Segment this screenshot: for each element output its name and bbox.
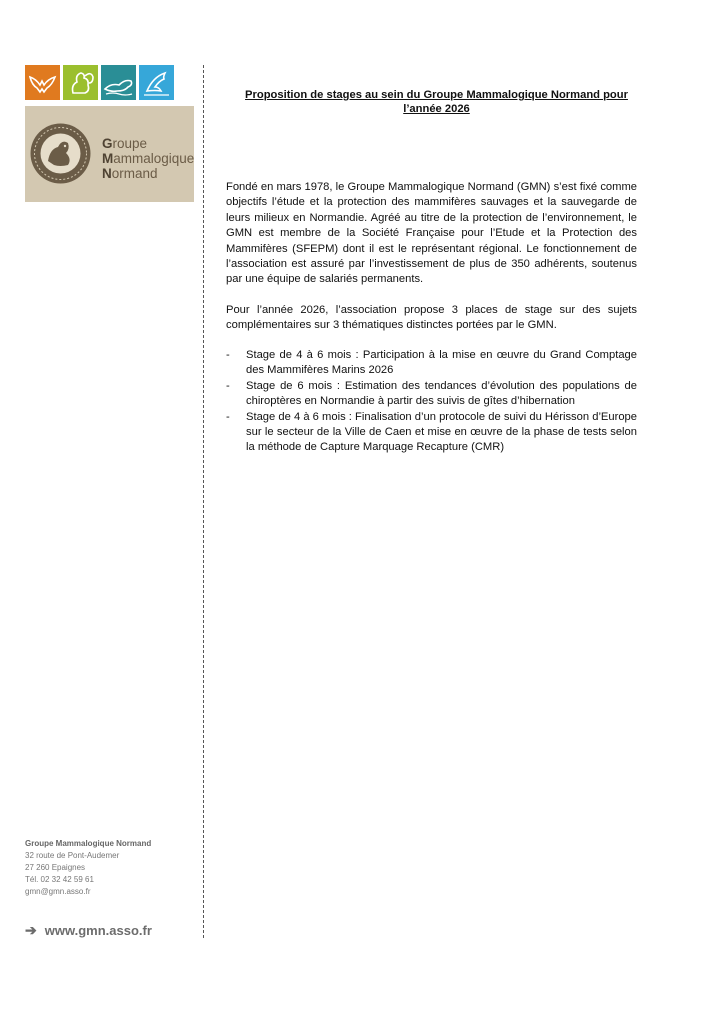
- list-dash: -: [226, 349, 230, 361]
- website-url[interactable]: www.gmn.asso.fr: [44, 923, 152, 938]
- bat-icon: [25, 65, 60, 100]
- logo-initial-m: M: [102, 151, 114, 166]
- letterhead-sidebar: [25, 65, 195, 181]
- internship-text: Stage de 6 mois : Estimation des tendances d’évolution des populations de chiroptères en Normandie à partir des suivis de gîtes d’hibernation: [246, 379, 637, 408]
- list-item: [226, 410, 637, 456]
- logo-initial-g: G: [102, 136, 113, 151]
- internship-text: Stage de 4 à 6 mois : Participation à la mise en œuvre du Grand Comptage des Mammifères Marins 2026: [246, 349, 637, 377]
- internship-text: Stage de 4 à 6 mois : Finalisation d’un protocole de suivi du Hérisson d’Europe sur le secteur de la Ville de Caen et mise en œuvre de la phase de tests selon la méthode de Capture Marquage Recapture (CMR): [246, 410, 637, 454]
- logo-line1-rest: roupe: [112, 136, 148, 151]
- list-item: [226, 379, 637, 410]
- logo-line-2: [102, 151, 194, 166]
- dolphin-icon: [139, 65, 174, 100]
- document-body: [226, 88, 637, 454]
- logo-wordmark: [102, 136, 194, 181]
- gmn-emblem-icon: [28, 121, 93, 186]
- list-dash: -: [226, 410, 230, 423]
- arrow-right-icon: ➔: [25, 922, 37, 938]
- document-title: Proposition de stages au sein du Groupe Mammalogique Normand pour l’année 2026: [245, 89, 628, 115]
- logo-line3-rest: ormand: [111, 166, 158, 181]
- logo-initial-n: N: [102, 166, 112, 181]
- contact-address-line2: 27 260 Epaignes: [25, 863, 86, 872]
- internship-list: [226, 348, 637, 456]
- list-item: [226, 348, 637, 379]
- contact-phone: Tél. 02 32 42 59 61: [25, 875, 94, 884]
- intro-paragraph: Fondé en mars 1978, le Groupe Mammalogique Normand (GMN) s’est fixé comme objectifs l’étude et la protection des mammifères sauvages et la sauvegarde de leurs milieux en Normandie. Agréé au titre de la protection de l’environnement, le GMN est membre de la Société Française pour l’Etude et la Protection des Mammifères (SFEPM) dont il est le représentant régional. Le fonctionnement de l’association est assuré par l’investissement de plus de 350 adhérents, soutenus par une équipe de salariés permanents.: [226, 181, 637, 286]
- website-link[interactable]: [25, 922, 152, 939]
- list-dash: -: [226, 379, 230, 392]
- gmn-logo: [25, 106, 194, 202]
- contact-org-name: Groupe Mammalogique Normand: [25, 839, 152, 848]
- squirrel-icon: [63, 65, 98, 100]
- seal-icon: [101, 65, 136, 100]
- animal-icons-row: [25, 65, 195, 100]
- contact-address-line1: 32 route de Pont-Audemer: [25, 851, 120, 860]
- logo-line2-rest: ammalogique: [113, 151, 195, 166]
- logo-line-3: [102, 166, 194, 181]
- offer-paragraph: Pour l’année 2026, l’association propose 3 places de stage sur des sujets complémentaires sur 3 thématiques distinctes portées par le GMN.: [226, 304, 637, 332]
- contact-email[interactable]: gmn@gmn.asso.fr: [25, 887, 91, 896]
- contact-block: [25, 838, 151, 898]
- vertical-dashed-divider: [203, 65, 204, 938]
- logo-line-1: [102, 136, 194, 151]
